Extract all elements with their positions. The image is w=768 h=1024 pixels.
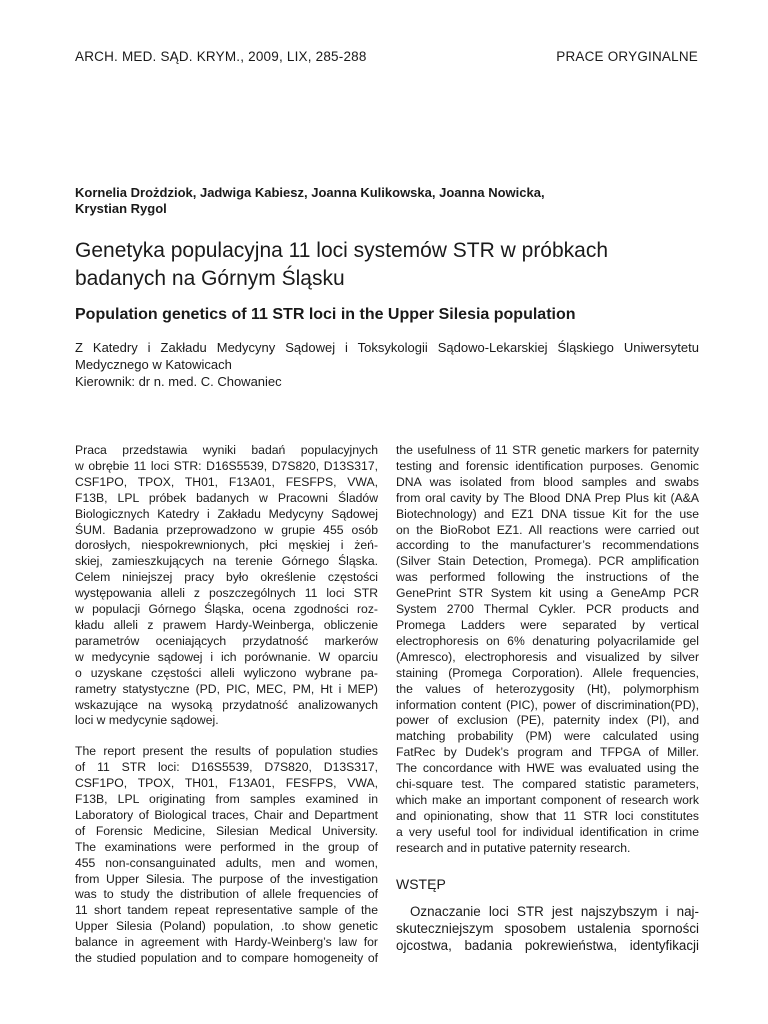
text-line: and opinionating, show that 11 STR loci constitutes <box>396 808 699 823</box>
text-line: the usefulness of 11 STR genetic markers for paternity <box>396 443 699 457</box>
abstract-polish <box>75 443 378 729</box>
text-line: on the BioRobot EZ1. All reactions were carried out <box>396 522 699 537</box>
text-line: wskazujące na wysoką przydatność analizowanych <box>75 697 378 712</box>
text-line: balance in agreement with Hardy-Weinberg’s law for <box>75 935 378 950</box>
text-line: from Upper Silesia. The purpose of the investigation <box>75 871 378 886</box>
head-of-department: Kierownik: dr n. med. C. Chowaniec <box>75 374 282 389</box>
text-line: the studied population and to compare homogeneity of <box>75 951 378 966</box>
text-line: of Forensic Medicine, Silesian Medical University. <box>75 823 378 838</box>
author-line: Kornelia Drożdziok, Jadwiga Kabiesz, Joanna Kulikowska, Joanna Nowicka, <box>75 185 545 200</box>
text-line: The concordance with HWE was evaluated using the <box>396 761 699 776</box>
text-line: 11 short tandem repeat representative sample of the <box>75 903 378 918</box>
text-line: chi-square test. The compared statistic parameters, <box>396 777 699 792</box>
text-line: The report present the results of population studies <box>75 744 378 759</box>
section-heading-wstep: WSTĘP <box>396 875 446 892</box>
text-line: research and in putative paternity research. <box>396 840 631 855</box>
text-line: skiej, zamieszkujących na terenie Górnego Śląska. <box>75 554 378 569</box>
affiliation-line: Medycznego w Katowicach <box>75 357 232 372</box>
text-line: (Amresco), electrophoresis and visualized by silver <box>396 649 699 664</box>
abstract-english-continued <box>396 443 699 857</box>
title-line: Genetyka populacyjna 11 loci systemów STR w próbkach <box>75 239 609 262</box>
text-line: CSF1PO, TPOX, TH01, F13A01, FESFPS, VWA, <box>75 474 378 489</box>
text-line: from oral cavity by The Blood DNA Prep Plus kit (A&A <box>396 490 699 505</box>
text-line: was to study the distribution of allele frequencies of <box>75 887 378 902</box>
text-line: Laboratory of Biological traces, Chair and Department <box>75 807 378 822</box>
abstract-english <box>75 744 378 967</box>
text-line: Oznaczanie loci STR jest najszybszym i naj- <box>410 903 699 919</box>
text-line: Praca przedstawia wyniki badań populacyjnych <box>75 443 378 457</box>
text-line: ŚUM. Badania przeprowadzono w grupie 455 osób <box>75 522 378 537</box>
right-column <box>396 443 699 954</box>
text-line: o uzyskane częstości alleli wyliczono wybrane pa- <box>75 665 378 680</box>
text-line: Upper Silesia (Poland) population, .to show genetic <box>75 919 378 934</box>
text-line: parametrów oceniających przydatność markerów <box>75 633 378 648</box>
author-list <box>75 185 695 217</box>
text-line: System 2700 Thermal Cykler. PCR products and <box>396 602 699 617</box>
text-line: skuteczniejszym sposobem ustalenia sporności <box>396 920 699 936</box>
text-line: was performed following the instructions of the <box>396 570 699 585</box>
text-line: of 11 STR loci: D16S5539, D7S820, D13S317, <box>75 760 378 775</box>
text-line: matching probability (PM) were calculated using <box>396 729 699 744</box>
text-line: kładu alleli z prawem Hardy-Weinberga, obliczenie <box>75 617 378 632</box>
text-line: information content (PIC), power of discrimination(PD), <box>396 697 699 712</box>
text-line: Celem niniejszej pracy było określenie częstości <box>75 570 378 585</box>
affiliation-line: Z Katedry i Zakładu Medycyny Sądowej i Toksykologii Sądowo-Lekarskiej Śląskiego Uniwersytetu <box>75 340 699 355</box>
title-english: Population genetics of 11 STR loci in the Upper Silesia population <box>75 306 576 323</box>
text-line: power of exclusion (PE), paternity index (PI), and <box>396 713 699 728</box>
text-line: FatRec by Dudek’s program and TFPGA of Miller. <box>396 745 699 760</box>
text-line: Biotechnology) and EZ1 DNA tissue Kit for the use <box>396 506 699 521</box>
author-line: Krystian Rygol <box>75 201 167 216</box>
text-line: dorosłych, niespokrewnionych, płci męskiej i żeń- <box>75 538 378 553</box>
journal-citation: ARCH. MED. SĄD. KRYM., 2009, LIX, 285-288 <box>75 49 367 64</box>
text-line: (Silver Stain Detection, Promega). PCR amplification <box>396 554 699 569</box>
text-line: according to the manufacturer’s recommendations <box>396 538 699 553</box>
text-line: electrophoresis on 6% denaturing polyacrilamide gel <box>396 633 699 648</box>
title-polish <box>75 237 705 293</box>
title-line: badanych na Górnym Śląsku <box>75 267 345 290</box>
text-line: GenePrint STR System kit using a GeneAmp PCR <box>396 586 699 601</box>
text-line: ojcostwa, badania pokrewieństwa, identyfikacji <box>396 937 699 953</box>
text-line: w obrębie 11 loci STR: D16S5539, D7S820, D13S317, <box>75 458 378 473</box>
introduction-text <box>396 903 699 954</box>
text-line: The examinations were performed in the group of <box>75 839 378 854</box>
text-line: Biologicznych Katedry i Zakładu Medycyny Sądowej <box>75 506 378 521</box>
text-line: which make an important component of research work <box>396 792 699 807</box>
text-line: rametry statystyczne (PD, PIC, MEC, PM, Ht i MEP) <box>75 681 378 696</box>
text-line: 455 non-consanguinated adults, men and women, <box>75 855 378 870</box>
text-line: loci w medycynie sądowej. <box>75 713 219 728</box>
text-line: testing and forensic identification purposes. Genomic <box>396 458 699 473</box>
text-line: F13B, LPL originating from samples examined in <box>75 792 378 807</box>
text-line: Promega Ladders were separated by vertical <box>396 617 699 632</box>
text-line: w populacji Górnego Śląska, ocena zgodności roz- <box>75 602 378 617</box>
text-line: występowania alleli z poszczególnych 11 loci STR <box>75 586 378 601</box>
affiliation <box>75 339 699 390</box>
text-line: F13B, LPL próbek badanych w Pracowni Śladów <box>75 490 378 505</box>
left-column <box>75 443 378 967</box>
text-line: staining (Promega Corporation). Allele frequencies, <box>396 665 699 680</box>
text-line: w medycynie sądowej i ich porównanie. W oparciu <box>75 649 378 664</box>
text-line: a very useful tool for individual identification in crime <box>396 824 699 839</box>
section-label: PRACE ORYGINALNE <box>556 49 698 64</box>
text-line: the values of heterozygosity (Ht), polymorphism <box>396 681 699 696</box>
text-line: CSF1PO, TPOX, TH01, F13A01, FESFPS, VWA, <box>75 776 378 791</box>
text-line: DNA was isolated from blood samples and swabs <box>396 474 699 489</box>
